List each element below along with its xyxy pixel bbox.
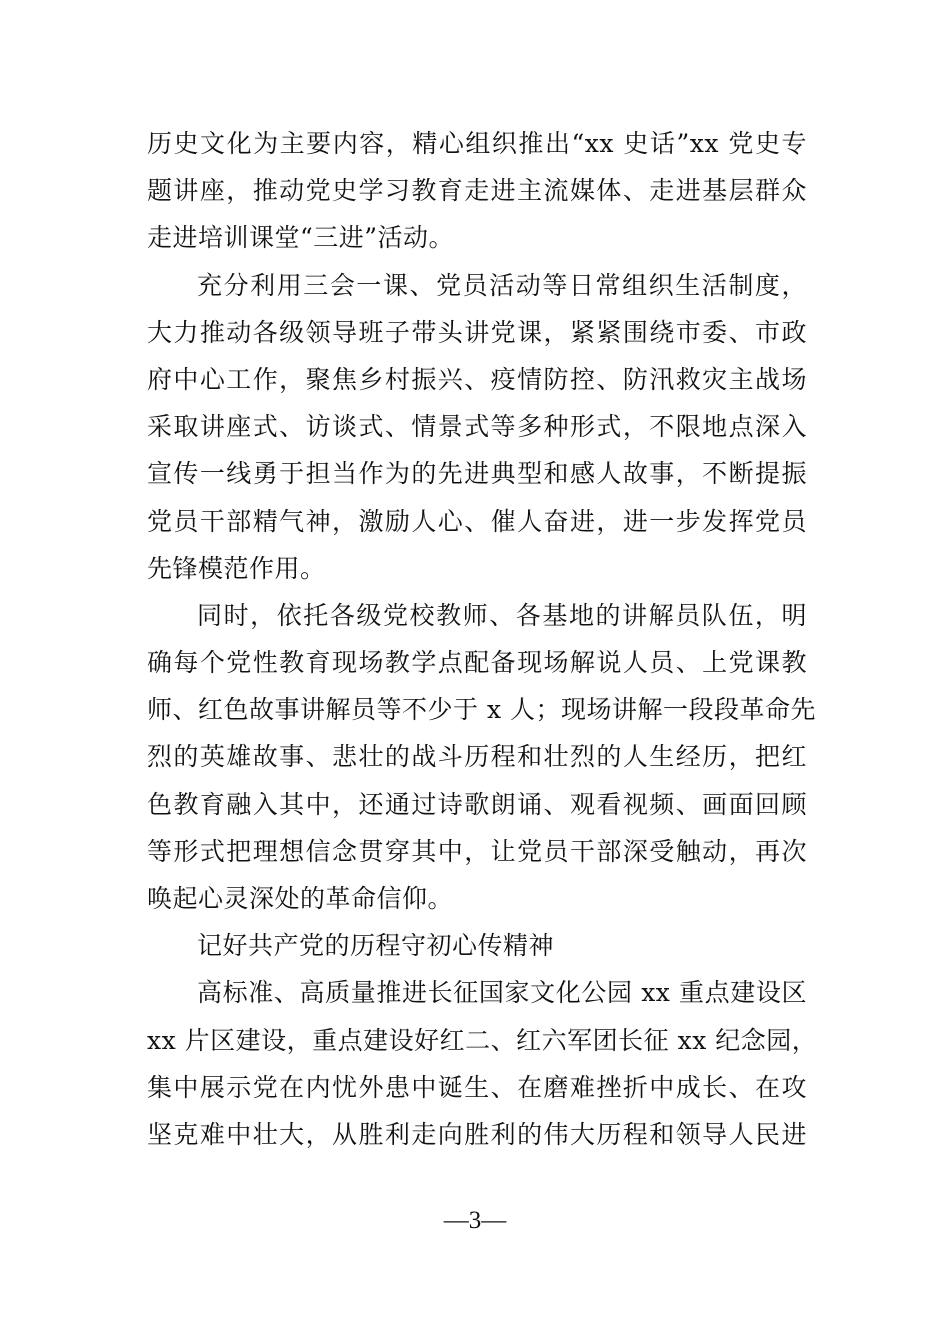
text-line: 色教育融入其中，还通过诗歌朗诵、观看视频、画面回顾 (147, 789, 807, 819)
text-line: 采取讲座式、访谈式、情景式等多种形式，不限地点深入 (147, 412, 807, 442)
text-line: xx 片区建设，重点建设好红二、红六军团长征 xx 纪念园， (147, 1025, 818, 1055)
page-number: —3— (443, 1207, 507, 1234)
text-line: 题讲座，推动党史学习教育走进主流媒体、走进基层群众 (147, 176, 807, 206)
text-line: 府中心工作，聚焦乡村振兴、疫情防控、防汛救灾主战场 (147, 364, 807, 394)
section-heading: 记好共产党的历程守初心传精神 (197, 931, 555, 961)
text-line: 宣传一线勇于担当作为的先进典型和感人故事，不断提振 (147, 459, 807, 489)
text-line: 集中展示党在内忧外患中诞生、在磨难挫折中成长、在攻 (147, 1072, 807, 1102)
text-line: 等形式把理想信念贯穿其中，让党员干部深受触动，再次 (147, 836, 807, 866)
text-line: 充分利用三会一课、党员活动等日常组织生活制度， (197, 270, 807, 300)
text-line: 坚克难中壮大，从胜利走向胜利的伟大历程和领导人民进 (147, 1119, 807, 1149)
body-text (147, 120, 818, 1158)
text-line: 党员干部精气神，激励人心、催人奋进，进一步发挥党员 (147, 506, 807, 536)
text-line: 走进培训课堂“三进”活动。 (147, 223, 455, 253)
text-line: 唤起心灵深处的革命信仰。 (147, 884, 454, 913)
text-line: 确每个党性教育现场教学点配备现场解说人员、上党课教 (147, 648, 807, 678)
text-line: 历史文化为主要内容，精心组织推出“xx 史话”xx 党史专 (147, 129, 807, 158)
text-line: 高标准、高质量推进长征国家文化公园 xx 重点建设区 (197, 978, 807, 1008)
text-line: 大力推动各级领导班子带头讲党课，紧紧围绕市委、市政 (147, 317, 807, 347)
text-line: 同时，依托各级党校教师、各基地的讲解员队伍，明 (197, 600, 807, 630)
text-line: 烈的英雄故事、悲壮的战斗历程和壮烈的人生经历，把红 (147, 742, 807, 772)
text-line: 师、红色故事讲解员等不少于 x 人；现场讲解一段段革命先 (147, 695, 816, 725)
text-line: 先锋模范作用。 (147, 553, 326, 583)
